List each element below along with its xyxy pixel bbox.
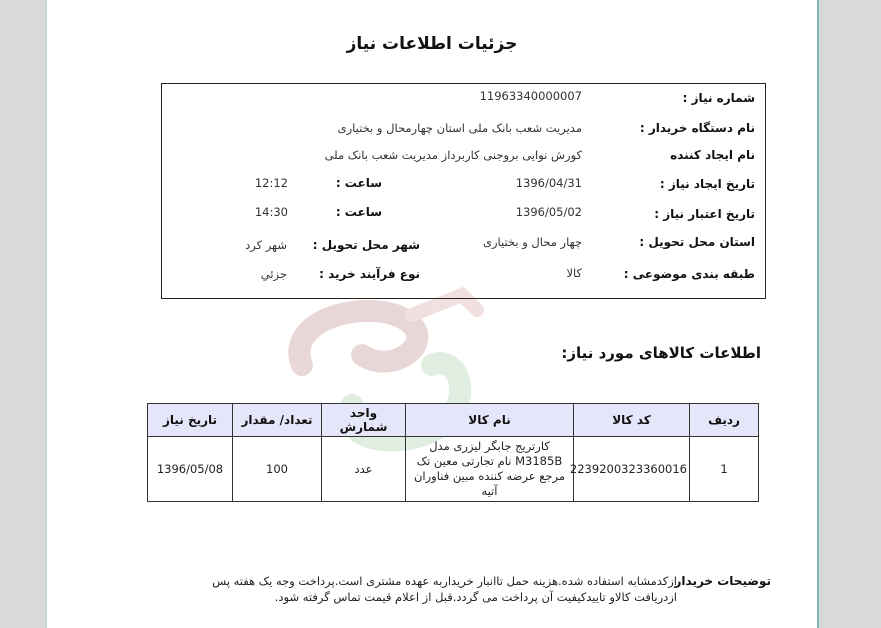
need-number-label: شماره نیاز : [682, 91, 755, 105]
table-row [148, 437, 759, 502]
delivery-city-label: شهر محل تحویل : [312, 238, 420, 252]
buyer-org-value: مدیریت شعب بانک ملی استان چهارمحال و بختیاری [337, 121, 582, 135]
cell-item-code: 2239200323360016 [574, 437, 690, 502]
valid-date-value: 1396/05/02 [515, 205, 582, 219]
cell-need-date: 1396/05/08 [148, 437, 233, 502]
delivery-province-value: چهار محال و بختیاری [482, 235, 582, 249]
cell-unit: عدد [322, 437, 406, 502]
category-label: طبقه بندی موضوعی : [623, 267, 755, 281]
goods-table [147, 403, 759, 502]
delivery-city-value: شهر کرد [245, 238, 287, 252]
valid-time-value: 14:30 [254, 205, 288, 219]
column-header-item-name: نام کالا [406, 404, 574, 437]
delivery-province-label: استان محل تحویل : [639, 235, 755, 249]
need-info-box [161, 83, 766, 299]
cell-quantity: 100 [233, 437, 322, 502]
column-header-row-number: ردیف [690, 404, 759, 437]
category-value: کالا [566, 266, 582, 280]
created-date-value: 1396/04/31 [515, 176, 582, 190]
creator-label: نام ایجاد کننده [670, 148, 755, 162]
buyer-org-label: نام دستگاه خریدار : [639, 121, 755, 135]
goods-section-title: اطلاعات کالاهای مورد نیاز: [561, 344, 761, 362]
creator-value: کورش نوایی بروجنی کاربرداز مدیریت شعب بانک ملی [324, 148, 582, 162]
table-header-row [148, 404, 759, 437]
document-page [45, 0, 819, 628]
purchase-type-label: نوع فرآیند خرید : [319, 267, 420, 281]
valid-date-label: تاریخ اعتبار نیاز : [654, 207, 755, 221]
created-time-label: ساعت : [335, 176, 382, 190]
cell-item-name: کارتریج جابگر لیزری مدل M3185B نام تجارتی معین تک مرجع عرضه کننده مبین فناوران آتیه [406, 437, 574, 502]
created-date-label: تاریخ ایجاد نیاز : [659, 177, 755, 191]
column-header-item-code: کد کالا [574, 404, 690, 437]
buyer-notes-text: ازکدمشابه استفاده شده.هزینه حمل تاانبار خریداربه عهده مشتری است.پرداخت وجه یک هفته پس ازدریافت کالاو تاییدکیفیت آن پرداخت می گردد.قبل از اعلام قیمت تماس گرفته شود. [212, 574, 677, 604]
purchase-type-value: جزئي [260, 267, 287, 281]
cell-row-number: 1 [690, 437, 759, 502]
column-header-need-date: تاریخ نیاز [148, 404, 233, 437]
column-header-quantity: تعداد/ مقدار [233, 404, 322, 437]
buyer-notes-label: توضیحات خریدار [674, 574, 771, 588]
column-header-unit: واحد شمارش [322, 404, 406, 437]
created-time-value: 12:12 [254, 176, 288, 190]
need-number-value: 11963340000007 [479, 89, 582, 103]
page-title: جزئیات اطلاعات نیاز [346, 34, 518, 54]
valid-time-label: ساعت : [335, 205, 382, 219]
